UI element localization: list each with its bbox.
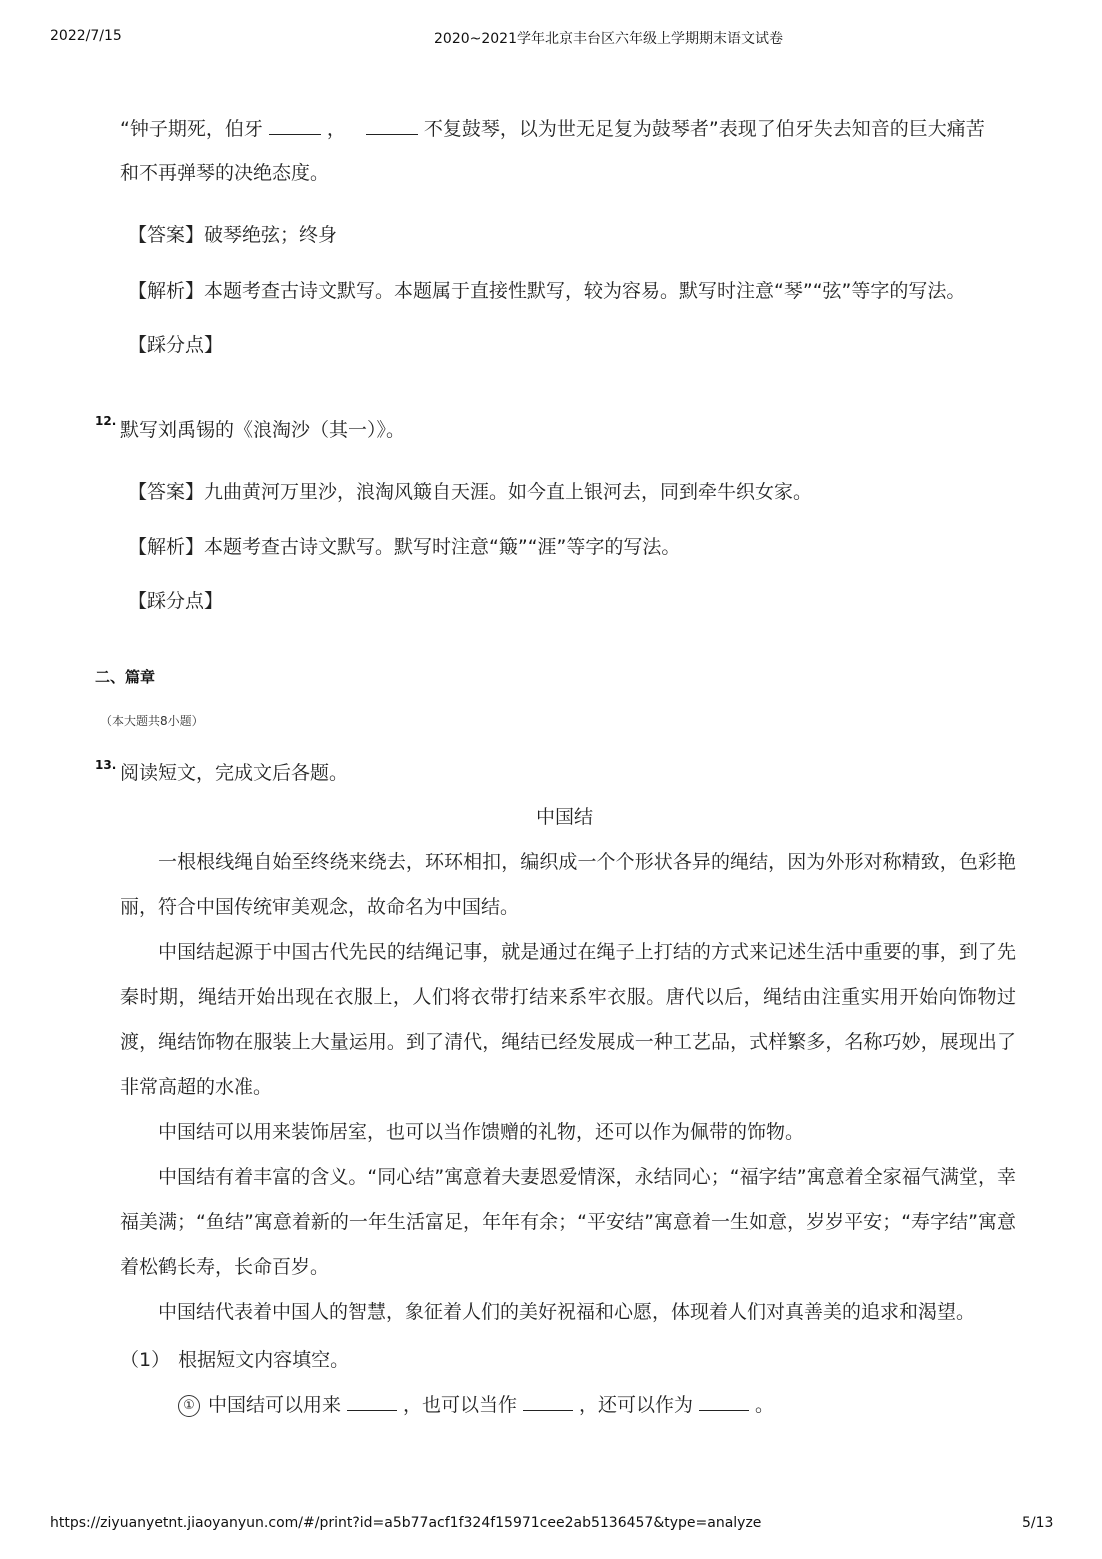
- q11-line1: [120, 106, 985, 152]
- q12-answer: [128, 469, 812, 515]
- analysis-text: 本题考查古诗文默写。默写时注意“簸”“涯”等字的写法。: [204, 536, 681, 558]
- page-url: https://ziyuanyetnt.jiaoyanyun.com/#/print?id=a5b77acf1f324f15971cee2ab5136457&type=analyze: [50, 1515, 762, 1531]
- q11-line2: 和不再弹琴的决绝态度。: [120, 162, 330, 184]
- fill-blank-use[interactable]: [347, 1392, 397, 1411]
- section-title: 二、篇章: [95, 668, 156, 686]
- q11-analysis: [128, 268, 965, 314]
- q12-analysis: [128, 524, 680, 570]
- fill-text-c: ，还可以作为: [579, 1394, 694, 1416]
- analysis-text: 本题考查古诗文默写。本题属于直接性默写，较为容易。默写时注意“琴”“弦”等字的写法。: [204, 280, 966, 302]
- fill-text-b: ，也可以当作: [403, 1394, 518, 1416]
- q12-number: 12.: [95, 414, 117, 428]
- analysis-label: 【解析】: [128, 536, 205, 558]
- passage-title: 中国结: [536, 806, 594, 828]
- fill-blank-1[interactable]: [269, 116, 321, 135]
- q12-scoring-points: 【踩分点】: [128, 590, 224, 612]
- section-subtitle: （本大题共8小题）: [100, 714, 204, 728]
- q13-number: 13.: [95, 758, 117, 772]
- print-title: 2020~2021学年北京丰台区六年级上学期期末语文试卷: [434, 31, 783, 47]
- sub-question-text: 根据短文内容填空。: [178, 1349, 350, 1371]
- q11-text-a: “钟子期死，伯牙: [120, 118, 263, 140]
- q13-question: 阅读短文，完成文后各题。: [120, 762, 349, 784]
- answer-text: 九曲黄河万里沙，浪淘风簸自天涯。如今直上银河去，同到牵牛织女家。: [204, 481, 813, 503]
- fill-blank-gift[interactable]: [523, 1392, 573, 1411]
- circled-one-marker: ①: [178, 1395, 200, 1417]
- answer-text: 破琴绝弦；终身: [204, 224, 338, 246]
- fill-blank-ornament[interactable]: [699, 1392, 749, 1411]
- analysis-label: 【解析】: [128, 280, 205, 302]
- passage-paragraph: 中国结有着丰富的含义。“同心结”寓意着夫妻恩爱情深，永结同心；“福字结”寓意着全家福气满堂，幸福美满；“鱼结”寓意着新的一年生活富足，年年有余；“平安结”寓意着一生如意，岁岁平安；“寿字结”寓意着松鹤长寿，长命百岁。: [120, 1166, 1016, 1278]
- page-number: 5/13: [1022, 1515, 1054, 1531]
- sub-question-label: （1）: [120, 1349, 171, 1371]
- fill-text-d: 。: [755, 1394, 775, 1416]
- answer-label: 【答案】: [128, 481, 205, 503]
- passage-paragraph: 中国结起源于中国古代先民的结绳记事，就是通过在绳子上打结的方式来记述生活中重要的事，到了先秦时期，绳结开始出现在衣服上，人们将衣带打结来系牢衣服。唐代以后，绳结由注重实用开始向饰物过渡，绳结饰物在服装上大量运用。到了清代，绳结已经发展成一种工艺品，式样繁多，名称巧妙，展现出了非常高超的水准。: [120, 941, 1016, 1098]
- fill-blank-2[interactable]: [366, 116, 418, 135]
- q11-sep: ，: [326, 118, 346, 140]
- q11-answer: [128, 212, 337, 258]
- passage-paragraph: 一根根线绳自始至终绕来绕去，环环相扣，编织成一个个形状各异的绳结，因为外形对称精致，色彩艳丽，符合中国传统审美观念，故命名为中国结。: [120, 851, 1016, 918]
- q11-scoring-points: 【踩分点】: [128, 334, 224, 356]
- fill-item-1: [178, 1382, 774, 1428]
- passage-paragraph: 中国结可以用来装饰居室，也可以当作馈赠的礼物，还可以作为佩带的饰物。: [158, 1121, 805, 1143]
- fill-text-a: 中国结可以用来: [208, 1394, 342, 1416]
- q11-text-b: 不复鼓琴，以为世无足复为鼓琴者”表现了伯牙失去知音的巨大痛苦: [423, 118, 985, 140]
- q12-question: 默写刘禹锡的《浪淘沙（其一）》。: [120, 419, 406, 441]
- passage-paragraph: 中国结代表着中国人的智慧，象征着人们的美好祝福和心愿，体现着人们对真善美的追求和渴望。: [158, 1301, 976, 1323]
- answer-label: 【答案】: [128, 224, 205, 246]
- sub-question-1: [120, 1337, 349, 1383]
- print-date: 2022/7/15: [50, 28, 122, 44]
